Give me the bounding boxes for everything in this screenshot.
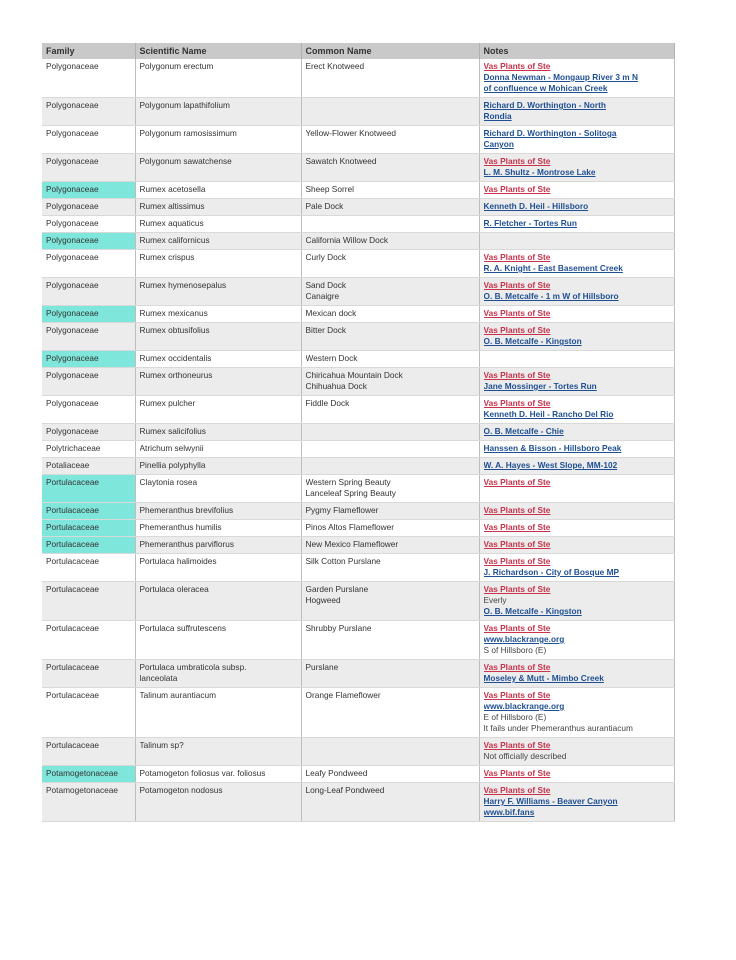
cell-common-name-line: Sawatch Knotweed — [305, 156, 377, 166]
cell-notes — [479, 537, 674, 554]
cell-common-name-line: Silk Cotton Purslane — [305, 556, 381, 566]
cell-family: Polygonaceae — [42, 154, 135, 182]
cell-scientific-name-line: Polygonum erectum — [139, 61, 214, 71]
cell-family: Portulacaceae — [42, 503, 135, 520]
cell-family: Polygonaceae — [42, 182, 135, 199]
vascular-plants-link[interactable]: Vas Plants of Ste — [483, 280, 551, 290]
cell-scientific-name — [135, 98, 301, 126]
cell-scientific-name — [135, 126, 301, 154]
cell-common-name-line: Orange Flameflower — [305, 690, 381, 700]
cell-scientific-name-line: Pinellia polyphylla — [139, 460, 206, 470]
cell-scientific-name — [135, 783, 301, 822]
cell-common-name-line: Hogweed — [305, 595, 341, 605]
cell-common-name — [301, 233, 479, 250]
cell-scientific-name — [135, 660, 301, 688]
table-row — [42, 368, 674, 396]
cell-family: Potaliaceae — [42, 458, 135, 475]
table-row — [42, 621, 674, 660]
table-row — [42, 783, 674, 822]
record-link[interactable]: Rondia — [483, 111, 512, 121]
cell-scientific-name — [135, 554, 301, 582]
cell-notes — [479, 738, 674, 766]
record-link[interactable]: J. Richardson - City of Bosque MP — [483, 567, 620, 577]
cell-common-name — [301, 306, 479, 323]
header-row — [42, 43, 674, 59]
vascular-plants-link[interactable]: Vas Plants of Ste — [483, 505, 551, 515]
vascular-plants-link[interactable]: Vas Plants of Ste — [483, 584, 551, 594]
vascular-plants-link[interactable]: Vas Plants of Ste — [483, 556, 551, 566]
note-text: Not officially described — [483, 751, 567, 761]
cell-scientific-name-line: Portulaca umbraticola subsp. — [139, 662, 247, 672]
cell-scientific-name-line: Rumex altissimus — [139, 201, 205, 211]
cell-scientific-name — [135, 688, 301, 738]
cell-common-name-line: Pinos Altos Flameflower — [305, 522, 395, 532]
cell-common-name — [301, 199, 479, 216]
cell-scientific-name-line: Potamogeton nodosus — [139, 785, 223, 795]
cell-family: Portulacaceae — [42, 554, 135, 582]
record-link[interactable]: O. B. Metcalfe - Kingston — [483, 336, 582, 346]
cell-common-name — [301, 738, 479, 766]
cell-scientific-name — [135, 537, 301, 554]
cell-scientific-name-line: Atrichum selwynii — [139, 443, 204, 453]
record-link[interactable]: W. A. Hayes - West Slope, MM-102 — [483, 460, 618, 470]
cell-common-name-line: Yellow-Flower Knotweed — [305, 128, 397, 138]
cell-scientific-name — [135, 154, 301, 182]
cell-scientific-name-line: Rumex crispus — [139, 252, 195, 262]
record-link[interactable]: Richard D. Worthington - Solitoga — [483, 128, 617, 138]
cell-common-name-line: Erect Knotweed — [305, 61, 365, 71]
cell-common-name-line: Lanceleaf Spring Beauty — [305, 488, 396, 498]
cell-notes — [479, 278, 674, 306]
record-link[interactable]: Hanssen & Bisson - Hillsboro Peak — [483, 443, 622, 453]
cell-family: Polygonaceae — [42, 368, 135, 396]
cell-common-name — [301, 59, 479, 98]
cell-common-name — [301, 182, 479, 199]
record-link[interactable]: R. Fletcher - Tortes Run — [483, 218, 577, 228]
table-row — [42, 154, 674, 182]
cell-scientific-name-line: Rumex californicus — [139, 235, 210, 245]
record-link[interactable]: Richard D. Worthington - North — [483, 100, 606, 110]
cell-scientific-name — [135, 441, 301, 458]
table-row — [42, 182, 674, 199]
vascular-plants-link[interactable]: Vas Plants of Ste — [483, 398, 551, 408]
cell-scientific-name — [135, 182, 301, 199]
cell-scientific-name-line: Rumex aquaticus — [139, 218, 204, 228]
note-text: E of Hillsboro (E) — [483, 712, 547, 722]
cell-scientific-name — [135, 233, 301, 250]
cell-notes — [479, 98, 674, 126]
cell-notes — [479, 182, 674, 199]
cell-common-name-line: Western Spring Beauty — [305, 477, 391, 487]
cell-common-name-line: Fiddle Dock — [305, 398, 350, 408]
cell-scientific-name-line: Rumex hymenosepalus — [139, 280, 227, 290]
header-family: Family — [42, 43, 135, 59]
cell-notes — [479, 368, 674, 396]
cell-scientific-name-line: Portulaca oleracea — [139, 584, 209, 594]
species-table-sheet — [42, 43, 674, 822]
cell-common-name-line: Chiricahua Mountain Dock — [305, 370, 403, 380]
table-row — [42, 660, 674, 688]
cell-scientific-name-line: Talinum aurantiacum — [139, 690, 217, 700]
table-row — [42, 503, 674, 520]
note-text: S of Hillsboro (E) — [483, 645, 547, 655]
cell-notes — [479, 520, 674, 537]
cell-scientific-name-line: Polygonum sawatchense — [139, 156, 232, 166]
cell-family: Polygonaceae — [42, 199, 135, 216]
cell-family: Portulacaceae — [42, 688, 135, 738]
cell-family: Polygonaceae — [42, 351, 135, 368]
header-notes: Notes — [479, 43, 674, 59]
vascular-plants-link[interactable]: Vas Plants of Ste — [483, 690, 551, 700]
table-row — [42, 738, 674, 766]
cell-scientific-name-line: Phemeranthus parviflorus — [139, 539, 235, 549]
cell-scientific-name-line: Phemeranthus brevifolius — [139, 505, 234, 515]
cell-family: Portulacaceae — [42, 660, 135, 688]
cell-common-name — [301, 351, 479, 368]
cell-common-name — [301, 537, 479, 554]
cell-common-name — [301, 783, 479, 822]
record-link[interactable]: L. M. Shultz - Montrose Lake — [483, 167, 596, 177]
cell-scientific-name-line: Claytonia rosea — [139, 477, 198, 487]
cell-common-name — [301, 216, 479, 233]
cell-notes — [479, 233, 674, 250]
table-row — [42, 582, 674, 621]
cell-common-name — [301, 520, 479, 537]
cell-notes — [479, 554, 674, 582]
cell-family: Portulacaceae — [42, 520, 135, 537]
cell-notes — [479, 396, 674, 424]
cell-notes — [479, 59, 674, 98]
cell-family: Portulacaceae — [42, 738, 135, 766]
table-row — [42, 688, 674, 738]
vascular-plants-link[interactable]: Vas Plants of Ste — [483, 325, 551, 335]
record-link[interactable]: www.blackrange.org — [483, 701, 565, 711]
cell-family: Polygonaceae — [42, 59, 135, 98]
cell-common-name-line: Long-Leaf Pondweed — [305, 785, 385, 795]
table-row — [42, 520, 674, 537]
cell-family: Polytrichaceae — [42, 441, 135, 458]
cell-notes — [479, 323, 674, 351]
cell-family: Potamogetonaceae — [42, 766, 135, 783]
record-link[interactable]: Jane Mossinger - Tortes Run — [483, 381, 597, 391]
cell-scientific-name — [135, 351, 301, 368]
cell-scientific-name — [135, 278, 301, 306]
cell-scientific-name-line: lanceolata — [139, 673, 178, 683]
cell-common-name-line: Purslane — [305, 662, 339, 672]
table-row — [42, 424, 674, 441]
cell-common-name-line: Garden Purslane — [305, 584, 369, 594]
cell-scientific-name-line: Potamogeton foliosus var. foliosus — [139, 768, 266, 778]
cell-notes — [479, 688, 674, 738]
cell-scientific-name — [135, 424, 301, 441]
cell-scientific-name — [135, 199, 301, 216]
vascular-plants-link[interactable]: Vas Plants of Ste — [483, 370, 551, 380]
cell-notes — [479, 126, 674, 154]
cell-common-name — [301, 582, 479, 621]
record-link[interactable]: Kenneth D. Heil - Hillsboro — [483, 201, 589, 211]
cell-common-name — [301, 368, 479, 396]
vascular-plants-link[interactable]: Vas Plants of Ste — [483, 308, 551, 318]
vascular-plants-link[interactable]: Vas Plants of Ste — [483, 61, 551, 71]
cell-common-name-line: Sheep Sorrel — [305, 184, 354, 194]
cell-common-name — [301, 441, 479, 458]
note-text: Everly — [483, 595, 507, 605]
cell-scientific-name-line: Rumex pulcher — [139, 398, 196, 408]
cell-family: Portulacaceae — [42, 582, 135, 621]
cell-scientific-name — [135, 582, 301, 621]
cell-common-name-line: California Willow Dock — [305, 235, 389, 245]
cell-common-name-line: Canaigre — [305, 291, 340, 301]
cell-scientific-name — [135, 306, 301, 323]
species-table — [42, 43, 675, 822]
cell-family: Polygonaceae — [42, 424, 135, 441]
note-text: It fails under Phemeranthus aurantiacum — [483, 723, 633, 733]
table-row — [42, 126, 674, 154]
cell-scientific-name — [135, 503, 301, 520]
cell-common-name-line: Pygmy Flameflower — [305, 505, 379, 515]
cell-common-name-line: Bitter Dock — [305, 325, 347, 335]
record-link[interactable]: O. B. Metcalfe - 1 m W of Hillsboro — [483, 291, 619, 301]
cell-family: Polygonaceae — [42, 306, 135, 323]
cell-scientific-name-line: Polygonum lapathifolium — [139, 100, 230, 110]
cell-common-name — [301, 475, 479, 503]
table-row — [42, 537, 674, 554]
cell-scientific-name-line: Rumex salicifolius — [139, 426, 206, 436]
record-link[interactable]: R. A. Knight - East Basement Creek — [483, 263, 623, 273]
cell-notes — [479, 250, 674, 278]
record-link[interactable]: O. B. Metcalfe - Kingston — [483, 606, 582, 616]
cell-scientific-name-line: Portulaca halimoides — [139, 556, 217, 566]
cell-family: Polygonaceae — [42, 278, 135, 306]
vascular-plants-link[interactable]: Vas Plants of Ste — [483, 662, 551, 672]
cell-scientific-name — [135, 368, 301, 396]
cell-scientific-name — [135, 621, 301, 660]
table-row — [42, 278, 674, 306]
cell-scientific-name — [135, 323, 301, 351]
record-link[interactable]: Moseley & Mutt - Mimbo Creek — [483, 673, 604, 683]
cell-notes — [479, 216, 674, 233]
cell-notes — [479, 458, 674, 475]
cell-family: Polygonaceae — [42, 98, 135, 126]
cell-scientific-name-line: Phemeranthus humilis — [139, 522, 222, 532]
record-link[interactable]: www.bif.fans — [483, 807, 535, 817]
table-row — [42, 233, 674, 250]
record-link[interactable]: www.blackrange.org — [483, 634, 565, 644]
vascular-plants-link[interactable]: Vas Plants of Ste — [483, 740, 551, 750]
cell-family: Portulacaceae — [42, 537, 135, 554]
cell-scientific-name — [135, 458, 301, 475]
table-row — [42, 199, 674, 216]
table-row — [42, 458, 674, 475]
cell-scientific-name — [135, 766, 301, 783]
cell-scientific-name — [135, 475, 301, 503]
table-row — [42, 306, 674, 323]
vascular-plants-link[interactable]: Vas Plants of Ste — [483, 477, 551, 487]
cell-notes — [479, 351, 674, 368]
cell-common-name-line: Sand Dock — [305, 280, 347, 290]
cell-scientific-name-line: Portulaca suffrutescens — [139, 623, 227, 633]
cell-scientific-name — [135, 396, 301, 424]
cell-scientific-name — [135, 216, 301, 233]
cell-family: Polygonaceae — [42, 250, 135, 278]
cell-common-name-line: New Mexico Flameflower — [305, 539, 399, 549]
record-link[interactable]: Harry F. Williams - Beaver Canyon — [483, 796, 618, 806]
cell-common-name-line: Curly Dock — [305, 252, 347, 262]
cell-scientific-name-line: Polygonum ramosissimum — [139, 128, 237, 138]
cell-notes — [479, 766, 674, 783]
table-row — [42, 766, 674, 783]
table-row — [42, 323, 674, 351]
cell-common-name — [301, 154, 479, 182]
table-row — [42, 554, 674, 582]
cell-common-name — [301, 688, 479, 738]
table-row — [42, 250, 674, 278]
record-link[interactable]: of confluence w Mohican Creek — [483, 83, 608, 93]
vascular-plants-link[interactable]: Vas Plants of Ste — [483, 623, 551, 633]
cell-scientific-name-line: Rumex orthoneurus — [139, 370, 213, 380]
cell-common-name — [301, 98, 479, 126]
vascular-plants-link[interactable]: Vas Plants of Ste — [483, 785, 551, 795]
cell-notes — [479, 154, 674, 182]
cell-scientific-name-line: Rumex acetosella — [139, 184, 206, 194]
vascular-plants-link[interactable]: Vas Plants of Ste — [483, 156, 551, 166]
cell-scientific-name — [135, 738, 301, 766]
cell-common-name — [301, 250, 479, 278]
table-row — [42, 351, 674, 368]
cell-scientific-name-line: Rumex obtusifolius — [139, 325, 210, 335]
table-row — [42, 441, 674, 458]
record-link[interactable]: O. B. Metcalfe - Chie — [483, 426, 564, 436]
cell-scientific-name-line: Rumex mexicanus — [139, 308, 208, 318]
cell-family: Polygonaceae — [42, 216, 135, 233]
cell-scientific-name-line: Rumex occidentalis — [139, 353, 212, 363]
table-row — [42, 216, 674, 233]
cell-scientific-name-line: Talinum sp? — [139, 740, 184, 750]
table-row — [42, 59, 674, 98]
vascular-plants-link[interactable]: Vas Plants of Ste — [483, 768, 551, 778]
cell-notes — [479, 660, 674, 688]
cell-scientific-name — [135, 520, 301, 537]
cell-notes — [479, 475, 674, 503]
cell-notes — [479, 441, 674, 458]
cell-common-name-line: Chihuahua Dock — [305, 381, 367, 391]
cell-common-name-line: Pale Dock — [305, 201, 344, 211]
cell-common-name — [301, 458, 479, 475]
cell-family: Polygonaceae — [42, 323, 135, 351]
cell-family: Polygonaceae — [42, 126, 135, 154]
cell-notes — [479, 582, 674, 621]
record-link[interactable]: Canyon — [483, 139, 514, 149]
vascular-plants-link[interactable]: Vas Plants of Ste — [483, 522, 551, 532]
cell-common-name-line: Western Dock — [305, 353, 358, 363]
cell-common-name — [301, 660, 479, 688]
record-link[interactable]: Kenneth D. Heil - Rancho Del Rio — [483, 409, 614, 419]
vascular-plants-link[interactable]: Vas Plants of Ste — [483, 184, 551, 194]
header-common-name: Common Name — [301, 43, 479, 59]
cell-notes — [479, 783, 674, 822]
cell-common-name — [301, 766, 479, 783]
cell-family: Polygonaceae — [42, 396, 135, 424]
cell-family: Potamogetonaceae — [42, 783, 135, 822]
cell-notes — [479, 503, 674, 520]
record-link[interactable]: Donna Newman - Mongaup River 3 m N — [483, 72, 638, 82]
table-row — [42, 475, 674, 503]
cell-common-name — [301, 424, 479, 441]
cell-family: Portulacaceae — [42, 621, 135, 660]
cell-scientific-name — [135, 250, 301, 278]
cell-common-name-line: Leafy Pondweed — [305, 768, 368, 778]
table-row — [42, 98, 674, 126]
cell-common-name — [301, 126, 479, 154]
cell-family: Polygonaceae — [42, 233, 135, 250]
cell-common-name-line: Shrubby Purslane — [305, 623, 372, 633]
cell-common-name — [301, 621, 479, 660]
cell-common-name — [301, 396, 479, 424]
cell-family: Portulacaceae — [42, 475, 135, 503]
vascular-plants-link[interactable]: Vas Plants of Ste — [483, 539, 551, 549]
table-body — [42, 59, 674, 822]
vascular-plants-link[interactable]: Vas Plants of Ste — [483, 252, 551, 262]
cell-notes — [479, 424, 674, 441]
cell-notes — [479, 306, 674, 323]
cell-common-name — [301, 278, 479, 306]
cell-scientific-name — [135, 59, 301, 98]
table-row — [42, 396, 674, 424]
cell-common-name — [301, 503, 479, 520]
header-scientific-name: Scientific Name — [135, 43, 301, 59]
cell-common-name — [301, 323, 479, 351]
cell-common-name-line: Mexican dock — [305, 308, 357, 318]
cell-notes — [479, 199, 674, 216]
cell-common-name — [301, 554, 479, 582]
cell-notes — [479, 621, 674, 660]
